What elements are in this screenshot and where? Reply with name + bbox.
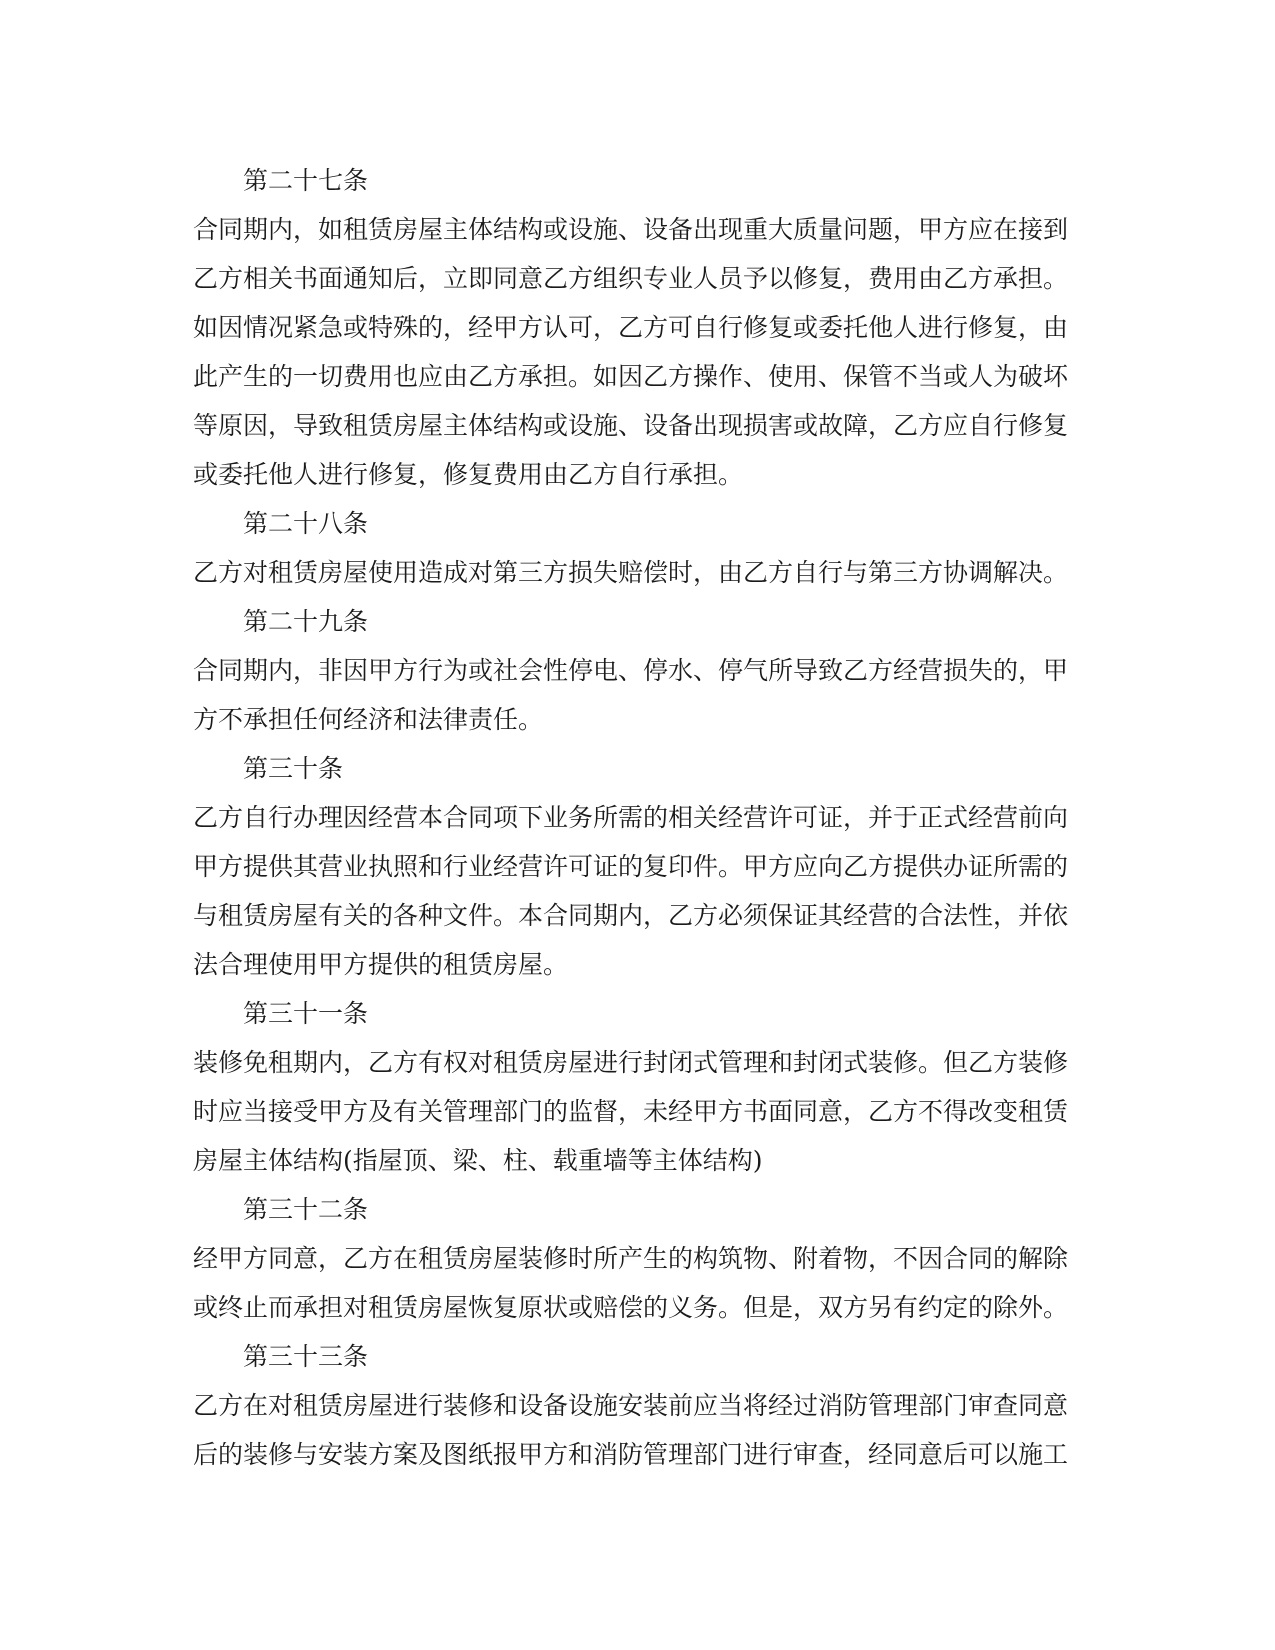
article-heading: 第二十九条 — [243, 607, 369, 636]
paragraph-line: 合同期内，如租赁房屋主体结构或设施、设备出现重大质量问题，甲方应在接到 — [193, 215, 1069, 244]
paragraph-line: 乙方自行办理因经营本合同项下业务所需的相关经营许可证，并于正式经营前向 — [193, 803, 1069, 832]
paragraph-line: 或终止而承担对租赁房屋恢复原状或赔偿的义务。但是，双方另有约定的除外。 — [193, 1293, 1069, 1322]
article-heading: 第三十二条 — [243, 1195, 369, 1224]
article-heading: 第二十七条 — [243, 166, 369, 195]
paragraph-line: 此产生的一切费用也应由乙方承担。如因乙方操作、使用、保管不当或人为破坏 — [193, 362, 1069, 391]
paragraph-line: 等原因，导致租赁房屋主体结构或设施、设备出现损害或故障，乙方应自行修复 — [193, 411, 1069, 440]
paragraph-line: 乙方对租赁房屋使用造成对第三方损失赔偿时，由乙方自行与第三方协调解决。 — [193, 558, 1069, 587]
paragraph-line: 时应当接受甲方及有关管理部门的监督，未经甲方书面同意，乙方不得改变租赁 — [193, 1097, 1069, 1126]
paragraph-line: 乙方相关书面通知后，立即同意乙方组织专业人员予以修复，费用由乙方承担。 — [193, 264, 1069, 293]
article-heading: 第三十一条 — [243, 999, 369, 1028]
article-heading: 第二十八条 — [243, 509, 369, 538]
paragraph-line: 甲方提供其营业执照和行业经营许可证的复印件。甲方应向乙方提供办证所需的 — [193, 852, 1069, 881]
paragraph-line: 后的装修与安装方案及图纸报甲方和消防管理部门进行审查，经同意后可以施工 — [193, 1440, 1069, 1469]
paragraph-line: 装修免租期内，乙方有权对租赁房屋进行封闭式管理和封闭式装修。但乙方装修 — [193, 1048, 1069, 1077]
document-body — [193, 156, 1073, 1479]
article-heading: 第三十条 — [243, 754, 344, 783]
paragraph-line: 房屋主体结构(指屋顶、梁、柱、载重墙等主体结构) — [193, 1146, 763, 1175]
paragraph-line: 法合理使用甲方提供的租赁房屋。 — [193, 950, 569, 979]
paragraph-line: 经甲方同意，乙方在租赁房屋装修时所产生的构筑物、附着物，不因合同的解除 — [193, 1244, 1069, 1273]
paragraph-line: 方不承担任何经济和法律责任。 — [193, 705, 544, 734]
paragraph-line: 如因情况紧急或特殊的，经甲方认可，乙方可自行修复或委托他人进行修复，由 — [193, 313, 1069, 342]
paragraph-line: 或委托他人进行修复，修复费用由乙方自行承担。 — [193, 460, 744, 489]
paragraph-line: 乙方在对租赁房屋进行装修和设备设施安装前应当将经过消防管理部门审查同意 — [193, 1391, 1069, 1420]
article-heading: 第三十三条 — [243, 1342, 369, 1371]
paragraph-line: 与租赁房屋有关的各种文件。本合同期内，乙方必须保证其经营的合法性，并依 — [193, 901, 1069, 930]
paragraph-line: 合同期内，非因甲方行为或社会性停电、停水、停气所导致乙方经营损失的，甲 — [193, 656, 1069, 685]
